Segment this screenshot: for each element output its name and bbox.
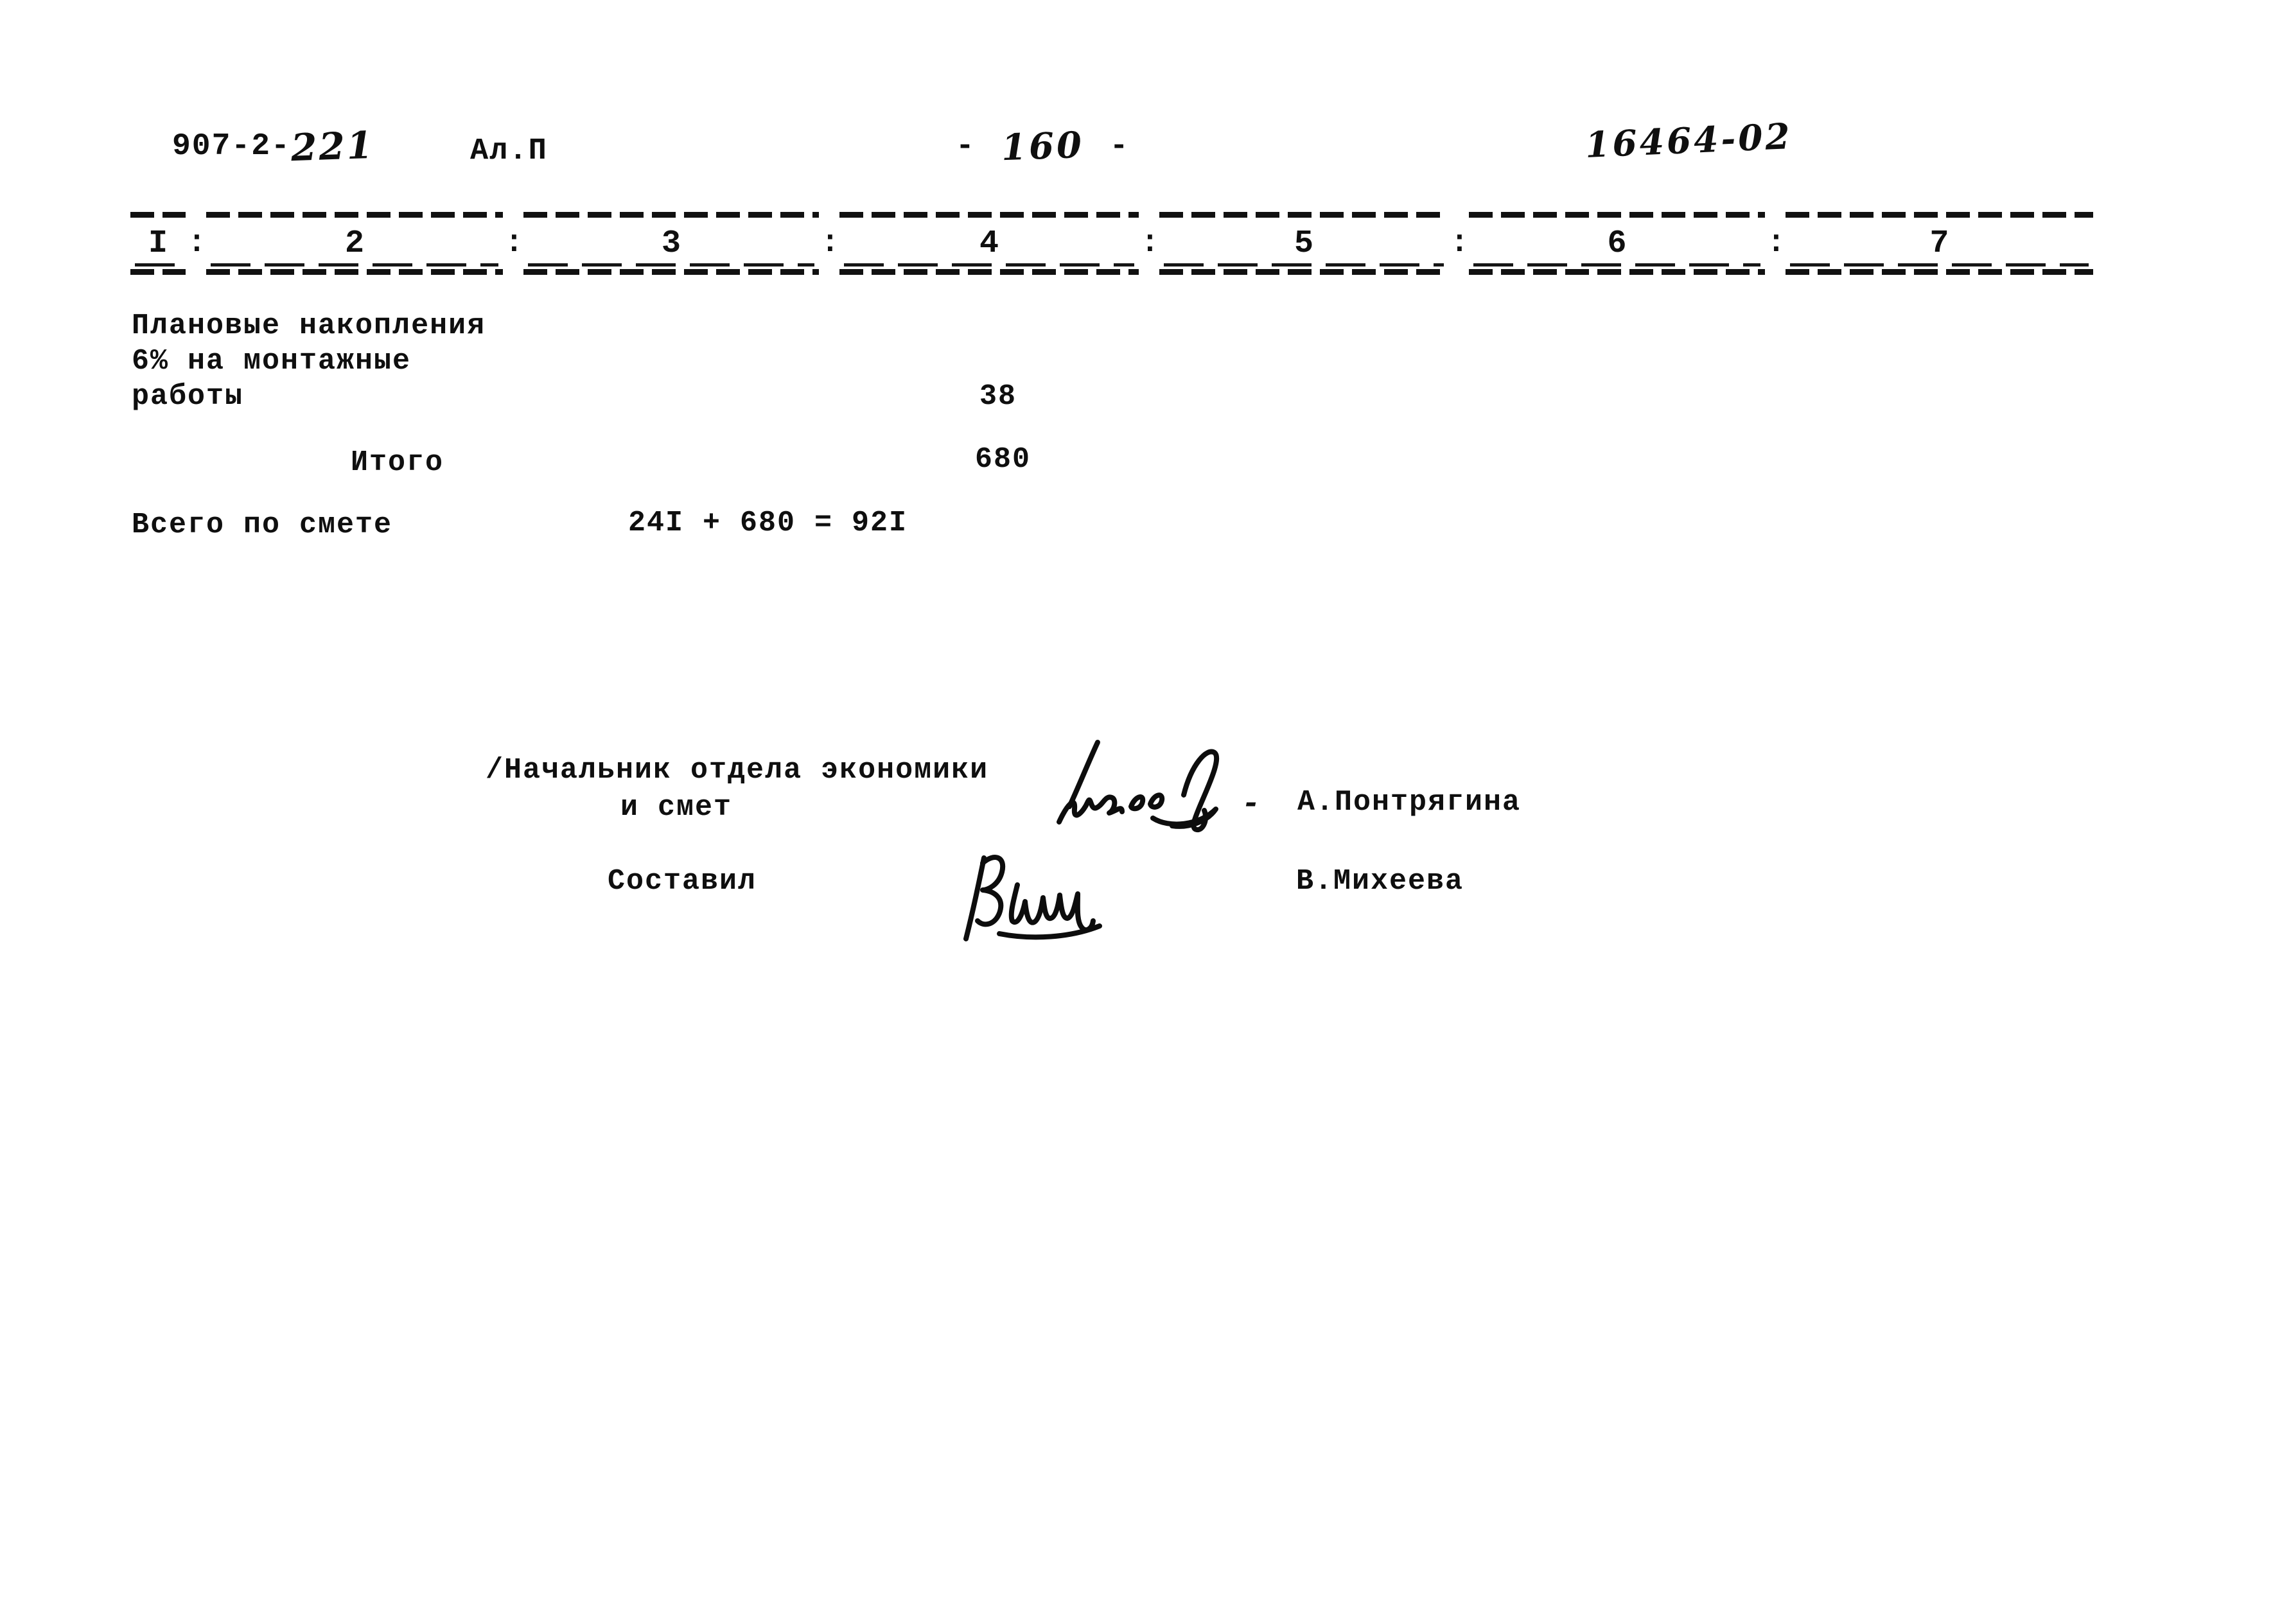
chief-title-line2: и смет [620,791,733,824]
chief-signature-icon [1050,731,1262,837]
compiler-name: В.Михеева [1296,865,1464,898]
total-label: Всего по смете [132,509,393,541]
compiler-signature-icon [958,843,1151,945]
doc-number-handwritten: 221 [290,123,376,170]
column-header-2 [204,212,505,275]
column-header-6 [1467,212,1767,275]
column-label: 2 [344,225,364,262]
page-number: 160 [1000,123,1085,170]
column-header-1 [128,212,188,275]
column-label: 3 [661,225,681,262]
column-separator: : [188,226,206,261]
column-separator: : [505,226,523,261]
cell-underline [844,263,1134,266]
column-label: 4 [979,225,999,262]
planned-row-label-line1: Плановые накопления [132,310,486,342]
page-dash-right: - [1109,128,1130,164]
planned-row-value: 38 [979,380,1017,413]
cell-underline [1790,263,2089,266]
cell-underline [211,263,498,266]
column-header-4 [838,212,1141,275]
column-separator: : [821,226,839,261]
total-value: 24I + 680 = 92I [628,507,908,539]
table-header [128,212,2096,275]
doc-series-text: 907-2- [172,128,291,164]
cell-underline [1473,263,1760,266]
column-label: 5 [1294,225,1313,262]
column-header-3 [522,212,821,275]
planned-row-label-line3: работы [132,380,244,413]
chief-name: А.Понтрягина [1297,786,1522,819]
compiler-label: Составил [608,865,757,898]
page-dash-left: - [956,128,976,164]
cell-underline [1164,263,1444,266]
column-separator: : [1767,226,1786,261]
column-separator: : [1141,226,1159,261]
page-number-group [956,123,1130,170]
column-label: 6 [1607,225,1627,262]
chief-signature-dash: - [1245,785,1258,819]
album-label: Ал.П [470,134,548,168]
itogo-value: 680 [975,443,1031,476]
cell-underline [135,263,181,266]
inventory-code-handwritten: 16464-02 [1584,114,1793,166]
chief-title-line1: /Начальник отдела экономики [486,754,989,787]
column-header-5 [1157,212,1450,275]
column-label: 7 [1929,225,1949,262]
doc-number [172,123,374,170]
column-label: I [148,225,168,262]
column-separator: : [1450,226,1469,261]
itogo-label: Итого [351,446,444,479]
column-header-7 [1784,212,2095,275]
cell-underline [528,263,814,266]
planned-row-label-line2: 6% на монтажные [132,345,412,378]
